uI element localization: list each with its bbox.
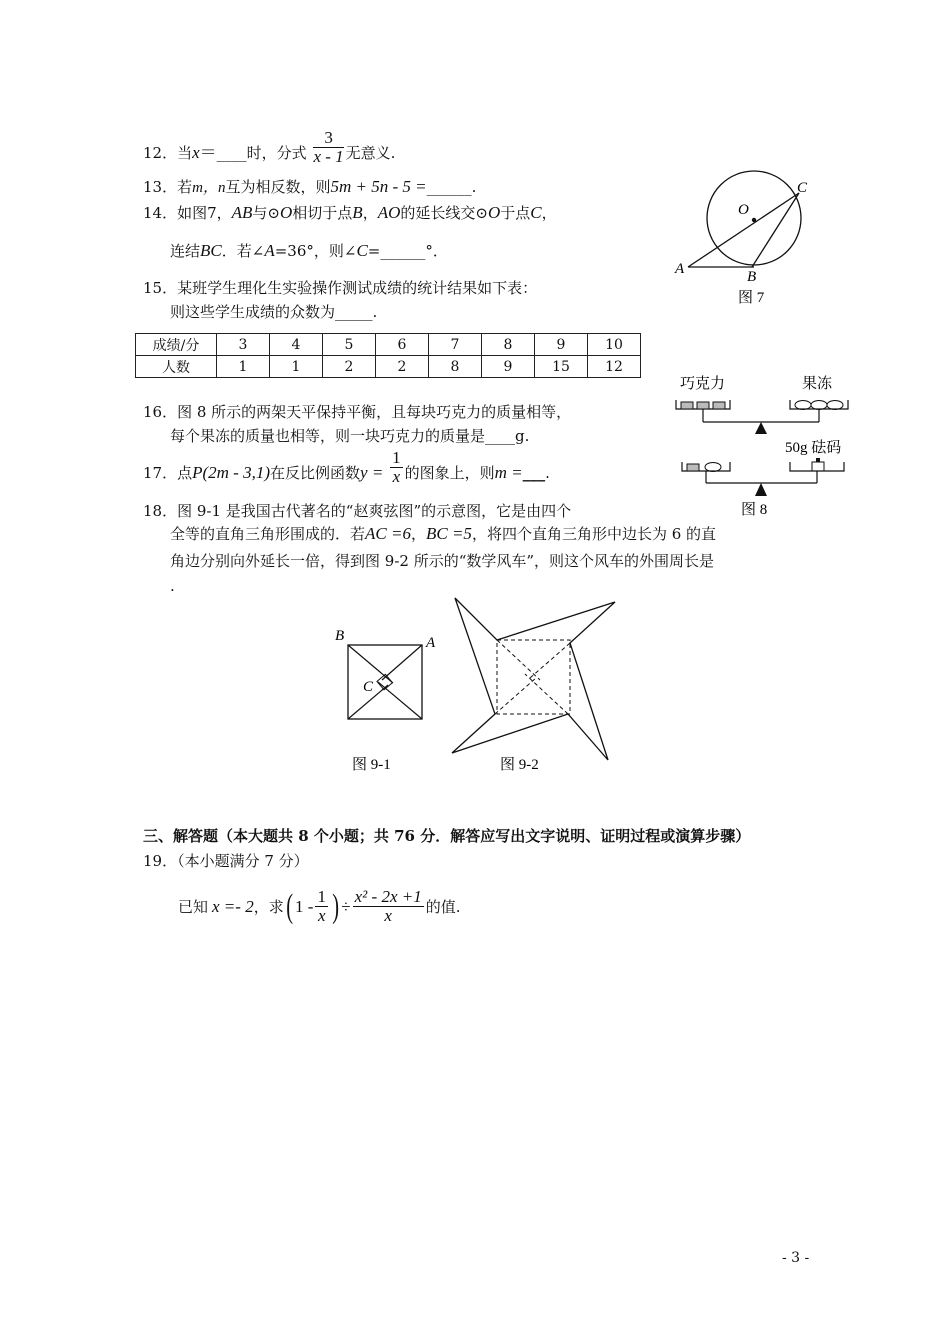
fulcrum-bottom xyxy=(755,483,767,496)
table-header-row xyxy=(136,334,641,356)
table-cell: 成绩/分 xyxy=(136,334,217,356)
label-o: O xyxy=(738,202,749,218)
label-jelly: 果冻 xyxy=(802,376,833,392)
label-chocolate: 巧克力 xyxy=(680,376,726,392)
question-12: 12．当x＝____时，分式 $\frac{3}{x - 1}$ 无意义. xyxy=(143,127,396,166)
table-row xyxy=(136,356,641,378)
question-16-line-2: 每个果冻的质量也相等，则一块巧克力的质量是____g. xyxy=(170,427,530,445)
table-cell: 1 xyxy=(217,356,270,378)
jelly-item xyxy=(795,401,811,410)
chocolate-block xyxy=(681,402,693,409)
label-b: B xyxy=(335,628,345,644)
figure-9-2-caption: 图 9-2 xyxy=(500,757,539,773)
triangle-edge xyxy=(348,645,393,683)
question-17: 17．点P(2m - 3,1)在反比例函数y = $\frac{1}{x}$ 的图象上，则m =___. xyxy=(143,447,550,486)
dashed-edge xyxy=(497,640,540,680)
table-cell: 3 xyxy=(217,334,270,356)
label-a: A xyxy=(426,635,436,651)
dashed-edge xyxy=(530,643,570,678)
question-13: 13．若m，n互为相反数，则5m + 5n - 5 =______. xyxy=(143,177,477,196)
fraction-1-over-x: $\frac{1}{x}$ xyxy=(317,887,326,925)
weight-block xyxy=(812,462,824,471)
table-cell: 8 xyxy=(429,356,482,378)
figure-9-1 xyxy=(330,625,450,775)
figure-7-caption: 图 7 xyxy=(738,290,765,306)
page-number: - 3 - xyxy=(782,1250,810,1266)
table-cell: 9 xyxy=(482,356,535,378)
label-c: C xyxy=(797,180,808,196)
weight-knob xyxy=(816,458,820,462)
table-cell: 1 xyxy=(270,356,323,378)
fulcrum-top xyxy=(755,422,767,434)
table-cell: 12 xyxy=(588,356,641,378)
dashed-edge xyxy=(525,674,568,714)
table-cell: 人数 xyxy=(136,356,217,378)
table-cell: 2 xyxy=(323,356,376,378)
figure-9-2 xyxy=(440,590,630,775)
fraction-quadratic-over-x: $\frac{\text{x² - 2x +1}}{x}$ xyxy=(354,887,422,925)
question-19-body: 已知 x =- 2 ，求 ( 1 - $\frac{1}{x}$ ) ÷ $\frac{\text{x² - 2x +1}}{x}$ 的值. xyxy=(178,887,461,925)
chocolate-block xyxy=(697,402,709,409)
table-cell: 6 xyxy=(376,334,429,356)
fraction-1-over-x: $\frac{1}{x}$ xyxy=(392,447,401,486)
fraction-3-over-x-1: $\frac{3}{x - 1}$ xyxy=(313,127,344,166)
score-table xyxy=(135,333,641,378)
table-cell: 10 xyxy=(588,334,641,356)
section-3-title: 三、解答题（本大题共 8 个小题；共 76 分．解答应写出文字说明、证明过程或演算步骤） xyxy=(143,827,751,845)
jelly-item xyxy=(705,463,721,472)
label-a: A xyxy=(675,261,685,277)
question-18-line-4: . xyxy=(170,577,175,595)
figure-8-caption: 图 8 xyxy=(741,502,768,518)
table-cell: 7 xyxy=(429,334,482,356)
question-15-line-1: 15．某班学生理化生实验操作测试成绩的统计结果如下表： xyxy=(143,279,538,297)
right-paren: ) xyxy=(332,887,340,925)
jelly-item xyxy=(827,401,843,410)
question-18-line-2: 全等的直角三角形围成的．若AC =6，BC =5，将四个直角三角形中边长为 6 的直 xyxy=(170,524,717,543)
table-cell: 8 xyxy=(482,334,535,356)
question-18-line-1: 18．图 9-1 是我国古代著名的“赵爽弦图”的示意图，它是由四个 xyxy=(143,502,572,520)
figure-7 xyxy=(668,168,818,308)
label-b: B xyxy=(747,269,757,285)
question-14-line-1: 14．如图7，AB与⊙O相切于点B，AO的延长线交⊙O于点C， xyxy=(143,203,557,222)
table-cell: 9 xyxy=(535,334,588,356)
table-cell: 4 xyxy=(270,334,323,356)
table-cell: 5 xyxy=(323,334,376,356)
windmill-outline xyxy=(452,598,615,760)
line-bc xyxy=(752,193,799,267)
question-14-line-2: 连结BC．若∠A=36°，则∠C=______°． xyxy=(170,241,448,260)
center-point xyxy=(752,218,756,222)
question-19-header: 19．（本小题满分 7 分） xyxy=(143,852,309,870)
outer-square xyxy=(348,645,422,719)
chocolate-block xyxy=(713,402,725,409)
right-pan-bottom xyxy=(790,462,844,471)
chocolate-block xyxy=(687,464,699,471)
label-weight: 50g 砝码 xyxy=(785,440,842,456)
dashed-edge xyxy=(495,678,536,714)
jelly-item xyxy=(811,401,827,410)
figure-9-1-caption: 图 9-1 xyxy=(352,757,391,773)
table-cell: 15 xyxy=(535,356,588,378)
table-cell: 2 xyxy=(376,356,429,378)
label-c: C xyxy=(363,679,374,695)
question-15-line-2: 则这些学生成绩的众数为_____. xyxy=(170,303,378,321)
left-paren: ( xyxy=(285,887,293,925)
triangle-edge xyxy=(382,645,422,680)
question-16-line-1: 16．图 8 所示的两架天平保持平衡，且每块巧克力的质量相等， xyxy=(143,403,572,421)
figure-8 xyxy=(668,370,858,520)
question-18-line-3: 角边分别向外延长一倍，得到图 9-2 所示的“数学风车”，则这个风车的外围周长是 xyxy=(170,552,715,570)
